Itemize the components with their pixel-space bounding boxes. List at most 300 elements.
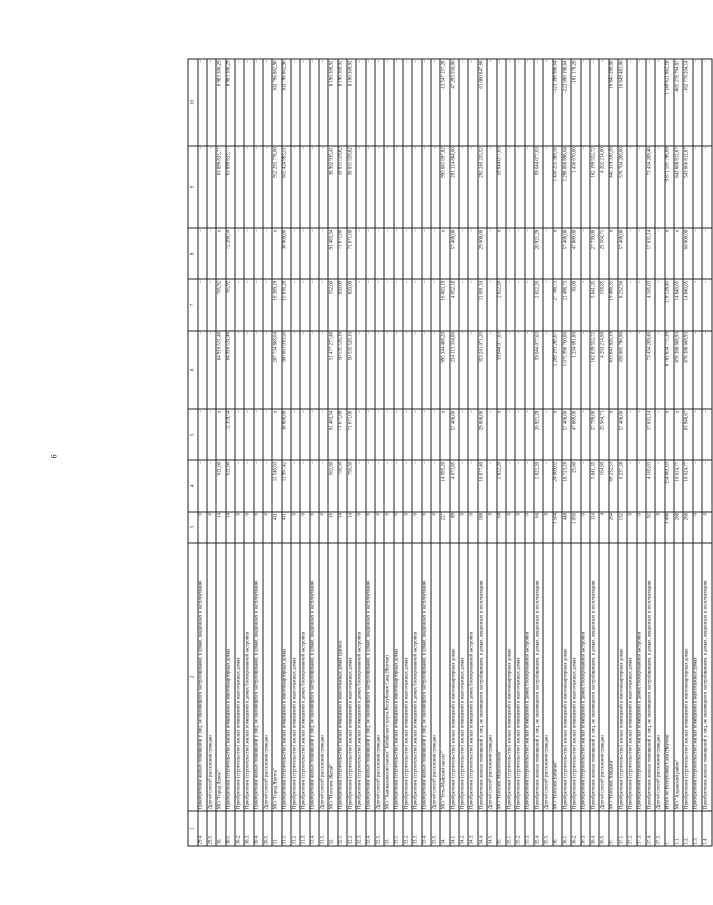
- table-cell: -: [693, 228, 702, 279]
- row-number: 33.1.: [394, 811, 403, 846]
- table-row: [525, 59, 534, 846]
- table-cell: -: [693, 331, 702, 410]
- table-cell: 91 483,34: [328, 409, 337, 460]
- table-cell: -: [637, 146, 646, 229]
- row-description: Приобретение (строительство) жилых помещений в малоэтажных домах: [693, 543, 702, 811]
- table-cell: 0: [319, 512, 328, 543]
- table-row: [235, 59, 244, 846]
- table-cell: 14: [347, 512, 356, 543]
- table-cell: 64: [497, 512, 506, 543]
- row-description: Другой способ расселения граждан: [431, 543, 440, 811]
- table-cell: -: [244, 279, 253, 330]
- table-cell: 291 124 884,00: [450, 146, 459, 229]
- row-number: 37.3.: [637, 811, 646, 846]
- column-header: 8: [188, 228, 198, 279]
- table-cell: -: [375, 460, 384, 511]
- table-cell: 4 073,85: [450, 460, 459, 511]
- table-cell: 552,00: [328, 279, 337, 330]
- table-cell: -: [394, 279, 403, 330]
- row-number: 29.5.: [207, 811, 216, 846]
- table-cell: -: [403, 228, 412, 279]
- column-header: 9: [188, 146, 198, 229]
- table-row: [394, 59, 403, 846]
- table-cell: 71 671,00: [347, 409, 356, 460]
- table-cell: -: [487, 59, 496, 146]
- table-row: [534, 59, 543, 846]
- table-row: [300, 59, 309, 846]
- table-cell: -: [581, 59, 590, 146]
- table-cell: -: [356, 460, 365, 511]
- table-row: [646, 59, 655, 846]
- table-cell: 0: [366, 512, 375, 543]
- row-description: Приобретение (строительство) жилых помещений в многоквартирных домах: [618, 543, 627, 811]
- table-row: [431, 59, 440, 846]
- row-number: 30.2.: [235, 811, 244, 846]
- table-cell: -: [543, 228, 552, 279]
- table-cell: -: [627, 59, 636, 146]
- table-row: [693, 59, 702, 846]
- table-cell: -: [459, 59, 468, 146]
- table-cell: -: [319, 331, 328, 410]
- row-description: Приобретение (строительство) жилых помещений в многоквартирных домах: [226, 543, 235, 811]
- table-cell: 57 468,00: [562, 409, 571, 460]
- table-cell: -123 398 986,64: [553, 59, 562, 146]
- table-cell: 0: [300, 512, 309, 543]
- table-cell: -: [300, 460, 309, 511]
- row-number: 33.3.: [412, 811, 421, 846]
- table-cell: 411: [282, 512, 291, 543]
- column-header: 10: [188, 59, 198, 146]
- table-cell: -: [394, 460, 403, 511]
- table-cell: 0: [384, 512, 393, 543]
- row-description: МО "Поселок Хандыга": [609, 543, 618, 811]
- table-cell: -: [412, 460, 421, 511]
- table-cell: 89: [450, 512, 459, 543]
- table-cell: -: [422, 460, 431, 511]
- table-cell: 448: [562, 512, 571, 543]
- table-cell: 1 209 291 285,67: [553, 331, 562, 410]
- row-number: 33.2.: [403, 811, 412, 846]
- table-cell: 0: [310, 512, 319, 543]
- table-cell: 0: [506, 512, 515, 543]
- table-cell: 6 237,28: [618, 460, 627, 511]
- table-cell: 154 061,63: [665, 460, 674, 511]
- table-cell: -: [431, 59, 440, 146]
- row-description: Приобретение жилых помещений у лиц, не являющихся застройщиками, в домах, введенных в эксплуатацию: [478, 543, 487, 811]
- table-cell: -: [198, 59, 207, 146]
- table-cell: -: [506, 331, 515, 410]
- table-cell: -: [543, 331, 552, 410]
- table-cell: -: [515, 331, 524, 410]
- table-row: [244, 59, 253, 846]
- table-cell: -: [319, 409, 328, 460]
- table-cell: 16: [328, 512, 337, 543]
- table-cell: 63 899 833,77: [216, 146, 225, 229]
- table-cell: x: [497, 228, 506, 279]
- table-cell: 73 434 209,46: [646, 146, 655, 229]
- table-cell: -: [637, 228, 646, 279]
- table-cell: 47 889,00: [571, 409, 580, 460]
- table-cell: 29 008,00: [478, 228, 487, 279]
- table-cell: -: [637, 460, 646, 511]
- table-cell: -: [422, 279, 431, 330]
- table-cell: 993 681 697,82: [440, 146, 449, 229]
- table-cell: 8 781 834 775,39: [665, 331, 674, 410]
- table-cell: 8 232,56: [618, 279, 627, 330]
- row-description: Приобретение (строительство) жилых помещений в малоэтажных домах: [235, 543, 244, 811]
- table-cell: 995 344 468,20: [440, 331, 449, 410]
- table-cell: 765,92: [226, 279, 235, 330]
- table-cell: -: [244, 228, 253, 279]
- table-cell: 878 388 608,93: [683, 331, 692, 410]
- table-row: [198, 59, 207, 846]
- table-cell: 103 796 862,96: [272, 59, 281, 146]
- row-number: 37.5.: [655, 811, 664, 846]
- row-description: Приобретение (строительство) жилых помещений в малоэтажных домах: [347, 543, 356, 811]
- table-cell: -: [525, 228, 534, 279]
- column-header: 2: [188, 543, 198, 811]
- table-cell: -: [375, 279, 384, 330]
- resettlement-table: [188, 59, 713, 847]
- row-number: 33.4.: [422, 811, 431, 846]
- table-cell: 1 504: [553, 512, 562, 543]
- table-cell: -: [384, 331, 393, 410]
- table-cell: 353 241 071,20: [478, 331, 487, 410]
- table-cell: -: [263, 409, 272, 460]
- table-cell: -: [207, 279, 216, 330]
- table-cell: 114: [590, 512, 599, 543]
- table-cell: 264: [609, 512, 618, 543]
- table-cell: 162 199 552,72: [590, 146, 599, 229]
- table-cell: -: [244, 59, 253, 146]
- table-cell: 25 564,71: [599, 228, 608, 279]
- table-cell: -: [627, 279, 636, 330]
- table-row: [366, 59, 375, 846]
- table-cell: -: [384, 146, 393, 229]
- table-cell: 8 983 306,29: [216, 59, 225, 146]
- column-header: 7: [188, 279, 198, 330]
- table-cell: -: [263, 59, 272, 146]
- table-cell: 8 190 369,92: [328, 59, 337, 146]
- row-description: Приобретение (строительство) жилых помещений в домах блокированной застройки: [525, 543, 534, 811]
- table-cell: -: [235, 460, 244, 511]
- table-cell: 8 190 369,92: [347, 59, 356, 146]
- table-cell: -: [384, 228, 393, 279]
- table-cell: -: [702, 409, 712, 460]
- table-cell: 0: [291, 512, 300, 543]
- table-cell: 433 643 826,19: [609, 331, 618, 410]
- table-cell: 0: [375, 512, 384, 543]
- table-cell: 47 889,00: [571, 228, 580, 279]
- table-cell: 72 269,54: [226, 228, 235, 279]
- table-cell: 30,00: [571, 279, 580, 330]
- table-cell: x: [609, 409, 618, 460]
- table-cell: -: [590, 59, 599, 146]
- table-row: [515, 59, 524, 846]
- table-row: [422, 59, 431, 846]
- row-number: 34.2.: [459, 811, 468, 846]
- table-row: [581, 59, 590, 846]
- table-cell: 14: [226, 512, 235, 543]
- table-cell: -: [366, 331, 375, 410]
- row-number: 29.4.: [198, 811, 207, 846]
- row-description: Приобретение (строительство) жилых помещений в малоэтажных домах: [403, 543, 412, 811]
- table-cell: 69 232,53: [609, 460, 618, 511]
- table-row: [506, 59, 515, 846]
- table-cell: 358 065 796,90: [618, 331, 627, 410]
- row-description: Приобретение (строительство) жилых помещений в домах блокированной застройки: [244, 543, 253, 811]
- table-cell: -: [375, 146, 384, 229]
- row-description: Другой способ расселения граждан: [319, 543, 328, 811]
- table-cell: 11 997,42: [282, 460, 291, 511]
- table-cell: -: [403, 460, 412, 511]
- table-cell: 756,50: [338, 460, 347, 511]
- table-cell: -: [525, 279, 534, 330]
- table-cell: -: [384, 460, 393, 511]
- row-number: 30.3.: [244, 811, 253, 846]
- table-cell: -: [235, 279, 244, 330]
- table-cell: 4 202 214,00: [599, 331, 608, 410]
- table-row: [683, 59, 692, 846]
- table-cell: 5 841,35: [590, 460, 599, 511]
- table-cell: -: [581, 331, 590, 410]
- table-cell: -: [655, 409, 664, 460]
- row-number: 30.1.: [226, 811, 235, 846]
- column-header: 5: [188, 409, 198, 460]
- table-cell: -: [198, 146, 207, 229]
- table-cell: -: [356, 331, 365, 410]
- table-cell: -: [412, 331, 421, 410]
- table-cell: 38 868,00: [282, 409, 291, 460]
- table-cell: -: [431, 409, 440, 460]
- table-cell: 25,60: [571, 460, 580, 511]
- table-cell: -: [300, 59, 309, 146]
- row-description: Приобретение (строительство) жилых помещений в домах блокированной застройки: [356, 543, 365, 811]
- table-cell: 0: [235, 512, 244, 543]
- table-cell: -: [356, 279, 365, 330]
- table-cell: -: [235, 59, 244, 146]
- table-cell: -: [506, 460, 515, 511]
- table-cell: -: [254, 59, 263, 146]
- table-row: [291, 59, 300, 846]
- table-cell: -: [300, 331, 309, 410]
- table-cell: -: [207, 460, 216, 511]
- table-cell: -: [487, 279, 496, 330]
- table-cell: -: [637, 331, 646, 410]
- table-cell: -: [627, 409, 636, 460]
- table-cell: -: [515, 59, 524, 146]
- table-cell: -: [394, 228, 403, 279]
- table-cell: -: [403, 279, 412, 330]
- table-cell: -: [655, 146, 664, 229]
- table-cell: -: [235, 228, 244, 279]
- table-cell: -: [310, 331, 319, 410]
- table-cell: 17 631,14: [646, 228, 655, 279]
- table-cell: -: [254, 228, 263, 279]
- column-header: 4: [188, 460, 198, 511]
- table-cell: 27 739,00: [590, 228, 599, 279]
- table-cell: -: [310, 409, 319, 460]
- table-row: [207, 59, 216, 846]
- table-body: [188, 59, 712, 846]
- table-cell: x: [272, 228, 281, 279]
- table-row: [674, 59, 683, 846]
- table-row: [375, 59, 384, 846]
- table-cell: -: [244, 409, 253, 460]
- table-cell: 10 877,40: [478, 460, 487, 511]
- table-cell: x: [553, 228, 562, 279]
- table-cell: -: [515, 228, 524, 279]
- table-cell: -: [403, 409, 412, 460]
- table-cell: 4 052,18: [450, 279, 459, 330]
- table-cell: -: [515, 460, 524, 511]
- table-cell: -: [459, 331, 468, 410]
- row-number: 32.1.: [338, 811, 347, 846]
- table-cell: 27 799,00: [590, 409, 599, 460]
- table-cell: -: [422, 409, 431, 460]
- table-cell: -: [254, 146, 263, 229]
- table-cell: 17 631,14: [646, 409, 655, 460]
- table-cell: -: [310, 228, 319, 279]
- table-cell: -: [356, 409, 365, 460]
- table-cell: x: [440, 409, 449, 460]
- table-cell: 0: [244, 512, 253, 543]
- table-cell: -: [702, 146, 712, 229]
- table-cell: -: [403, 146, 412, 229]
- table-cell: -: [506, 228, 515, 279]
- table-cell: 878 388 608,93: [674, 331, 683, 410]
- row-description: Приобретение (строительство) жилых помещений в домах блокированной застройки: [468, 543, 477, 811]
- row-number: 30.: [216, 811, 225, 846]
- row-number: 35.3.: [525, 811, 534, 846]
- row-description: Другой способ расселения граждан: [543, 543, 552, 811]
- table-row: [440, 59, 449, 846]
- table-cell: -: [375, 59, 384, 146]
- table-cell: 59 044 077,03: [534, 146, 543, 229]
- table-row: [450, 59, 459, 846]
- table-row: [590, 59, 599, 846]
- table-cell: 912 292 778,00: [272, 146, 281, 229]
- table-cell: x: [674, 228, 683, 279]
- table-cell: 14 840,05: [683, 279, 692, 330]
- table-cell: -: [235, 409, 244, 460]
- table-cell: -: [254, 409, 263, 460]
- table-cell: -: [543, 279, 552, 330]
- table-row: [282, 59, 291, 846]
- table-cell: -: [637, 409, 646, 460]
- table-cell: -: [356, 59, 365, 146]
- table-cell: 38 902 935,41: [328, 146, 337, 229]
- table-cell: -: [459, 228, 468, 279]
- table-cell: 64 916 531,48: [226, 331, 235, 410]
- row-description: Приобретение (строительство) жилых помещений в многоквартирных домах: [683, 543, 692, 811]
- table-cell: -: [627, 331, 636, 410]
- table-cell: 64: [534, 512, 543, 543]
- table-cell: 103 796 862,96: [282, 59, 291, 146]
- row-description: Приобретение (строительство) жилых помещений в малоэтажных домах (район): [338, 543, 347, 811]
- table-cell: 57 468,00: [450, 228, 459, 279]
- table-cell: 562,60: [328, 460, 337, 511]
- table-cell: 58 831 559,82: [347, 146, 356, 229]
- table-cell: 92: [646, 512, 655, 543]
- table-cell: -: [207, 59, 216, 146]
- table-cell: 60 000,00: [683, 228, 692, 279]
- table-cell: -: [581, 146, 590, 229]
- table-cell: -: [366, 279, 375, 330]
- table-cell: 0: [637, 512, 646, 543]
- table-cell: -: [366, 409, 375, 460]
- table-cell: 0: [198, 512, 207, 543]
- table-cell: -: [506, 146, 515, 229]
- table-cell: -: [487, 460, 496, 511]
- table-cell: 20 921,29: [534, 228, 543, 279]
- row-description: МО "Город Якутск": [272, 543, 281, 811]
- column-header: 1: [188, 811, 198, 846]
- table-cell: -: [412, 59, 421, 146]
- table-cell: -: [412, 228, 421, 279]
- page-number: 6: [49, 454, 59, 459]
- table-cell: -: [702, 460, 712, 511]
- row-description: МО "Город Ленек": [216, 543, 225, 811]
- table-cell: -: [543, 146, 552, 229]
- table-row: [562, 59, 571, 846]
- table-cell: 0: [525, 512, 534, 543]
- table-cell: 621,60: [216, 460, 225, 511]
- table-cell: -865 278 794,87: [674, 59, 683, 146]
- table-cell: -: [627, 146, 636, 229]
- table-cell: 50 535 526,10: [347, 331, 356, 410]
- row-description: Приобретение (строительство) жилых помещений в домах блокированной застройки: [581, 543, 590, 811]
- table-cell: 843 668 812,87: [674, 146, 683, 229]
- table-cell: 445 319 336,26: [609, 146, 618, 229]
- table-cell: 16 803,19: [440, 279, 449, 330]
- table-cell: 71 671,00: [338, 228, 347, 279]
- table-cell: x: [216, 409, 225, 460]
- table-cell: -222 096 198,64: [562, 59, 571, 146]
- table-cell: 27 786,75: [553, 279, 562, 330]
- table-row: [328, 59, 337, 846]
- row-description: Итого по Республике Саха (Якутия): [665, 543, 674, 811]
- table-cell: -: [487, 409, 496, 460]
- table-cell: -: [207, 146, 216, 229]
- table-cell: 91 483,34: [328, 228, 337, 279]
- table-cell: 71 671,00: [347, 228, 356, 279]
- table-cell: 0: [487, 512, 496, 543]
- table-cell: 73 434 209,46: [646, 331, 655, 410]
- table-cell: 10 624,77: [674, 460, 683, 511]
- table-cell: 24 009,62: [553, 460, 562, 511]
- table-cell: 3 498: [665, 512, 674, 543]
- table-cell: -: [506, 59, 515, 146]
- table-cell: 38 868,00: [282, 228, 291, 279]
- row-description: Приобретение жилых помещений у лиц, не являющихся застройщиками, в домах, введенных в эксплуатацию: [422, 543, 431, 811]
- table-cell: 164,60: [599, 460, 608, 511]
- table-cell: -: [291, 228, 300, 279]
- table-cell: -: [627, 460, 636, 511]
- table-cell: -: [515, 279, 524, 330]
- table-cell: 18 723,26: [562, 460, 571, 511]
- table-cell: -: [693, 59, 702, 146]
- table-cell: 1 234 691,80: [571, 331, 580, 410]
- row-number: 36.4.: [590, 811, 599, 846]
- table-cell: -: [693, 146, 702, 229]
- row-description: Другой способ расселения граждан: [599, 543, 608, 811]
- table-cell: 14: [216, 512, 225, 543]
- table-cell: -: [319, 146, 328, 229]
- table-row: [403, 59, 412, 846]
- row-number: 34.3.: [468, 811, 477, 846]
- table-cell: 621,60: [226, 460, 235, 511]
